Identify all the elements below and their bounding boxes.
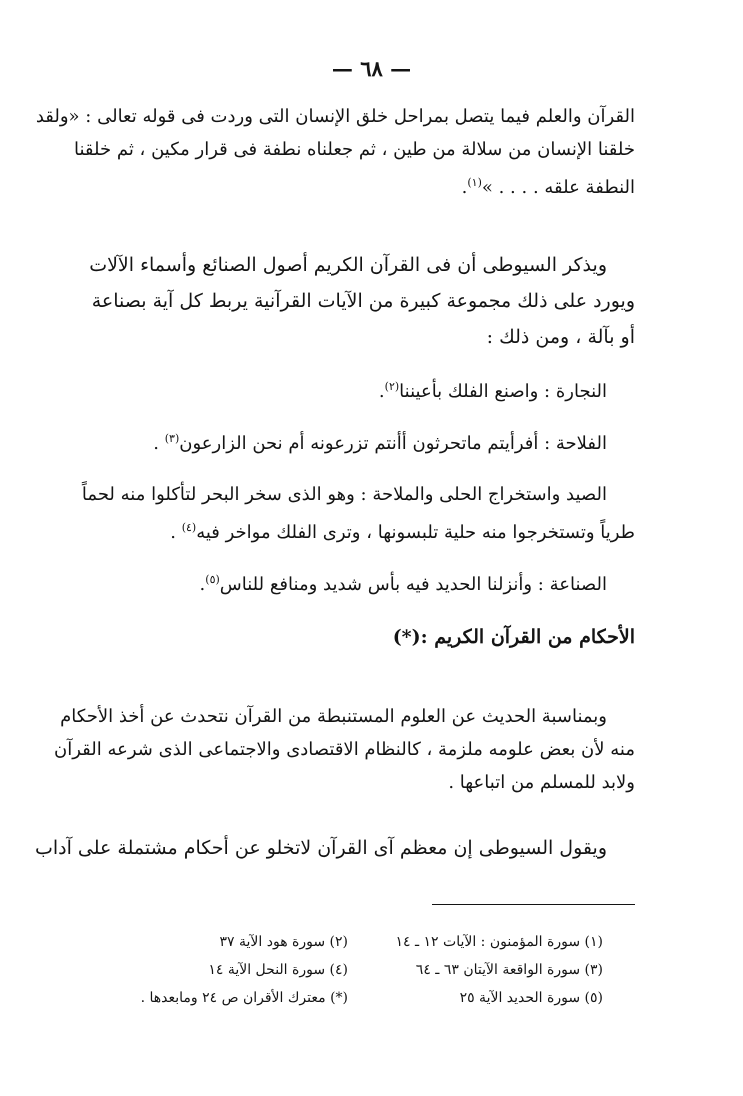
period: .: [170, 522, 182, 543]
footnote-1: (١) سورة المؤمنون : الآيات ١٢ ـ ١٤: [395, 934, 603, 950]
paragraph-rulings: [53, 700, 635, 799]
footnote-ref-3: (٣): [164, 432, 180, 445]
text-segment: الصناعة : وأنزلنا الحديد فيه بأس شديد ومنافع للناس: [219, 574, 607, 595]
footnote-2: (٢) سورة هود الآية ٣٧: [219, 934, 348, 950]
footnote-5: (٥) سورة الحديد الآية ٢٥: [459, 990, 603, 1006]
footnote-separator: [432, 904, 635, 905]
paragraph-suyuti: [34, 832, 635, 865]
footnote-ref-2: (٢): [384, 380, 400, 393]
text-line: [95, 563, 635, 601]
text-line: [95, 166, 635, 204]
agriculture-line: [95, 422, 635, 460]
text-line: وبمناسبة الحديث عن العلوم المستنبطة من القرآن نتحدث عن أخذ الأحكام: [60, 706, 607, 727]
page-number: — ٦٨ —: [331, 56, 412, 81]
footnote-3: (٣) سورة الواقعة الآيتان ٦٣ ـ ٦٤: [415, 962, 603, 978]
fishing-paragraph: [81, 478, 635, 549]
industry-line: [95, 563, 635, 601]
period: .: [199, 574, 206, 595]
text-line: [95, 370, 635, 408]
text-line: [95, 511, 635, 549]
period: .: [153, 433, 165, 454]
text-line: [95, 422, 635, 460]
text-line: ويقول السيوطى إن معظم آى القرآن لاتخلو عن أحكام مشتملة على آداب: [34, 837, 607, 859]
period: .: [378, 381, 385, 402]
text-line: منه لأن بعض علومه ملزمة ، كالنظام الاقتصادى والاجتماعى الذى شرعه القرآن: [53, 739, 635, 760]
text-segment: طرياً وتستخرجوا منه حلية تلبسونها ، وترى الفلك مواخر فيه: [196, 522, 635, 543]
text-segment: الفلاحة : أفرأيتم ماتحرثون أأنتم تزرعونه أم نحن الزارعون: [179, 433, 607, 454]
text-line: ويورد على ذلك مجموعة كبيرة من الآيات القرآنية يربط كل آية بصناعة: [91, 290, 635, 312]
footnote-ref-1: (١): [467, 176, 482, 189]
footnotes: [133, 930, 603, 1010]
text-segment: النطفة علقه . . . . »: [481, 177, 635, 198]
text-line: الصيد واستخراج الحلى والملاحة : وهو الذى سخر البحر لتأكلوا منه لحماً: [81, 484, 607, 505]
text-line: خلقنا الإنسان من سلالة من طين ، ثم جعلناه نطفة فى قرار مكين ، ثم خلقنا: [74, 139, 635, 160]
footnote-star: (*) معترك الأقران ص ٢٤ ومابعدها .: [140, 990, 348, 1006]
footnote-ref-5: (٥): [205, 573, 220, 586]
period: .: [461, 177, 468, 198]
footnote-4: (٤) سورة النحل الآية ١٤: [208, 962, 348, 978]
text-segment: النجارة : واصنع الفلك بأعيننا: [399, 381, 607, 402]
paragraph-crafts: [89, 247, 635, 355]
text-line: ويذكر السيوطى أن فى القرآن الكريم أصول الصنائع وأسماء الآلات: [89, 254, 607, 276]
footnote-ref-4: (٤): [181, 521, 197, 534]
text-line: ولابد للمسلم من اتباعها .: [448, 772, 635, 793]
paragraph-creation-of-man: [35, 100, 635, 204]
carpentry-line: [95, 370, 635, 408]
text-line: أو بآلة ، ومن ذلك :: [486, 326, 635, 348]
text-line: القرآن والعلم فيما يتصل بمراحل خلق الإنسان التى وردت فى قوله تعالى : «ولقد: [35, 106, 635, 127]
section-heading: الأحكام من القرآن الكريم :(*): [392, 626, 635, 648]
